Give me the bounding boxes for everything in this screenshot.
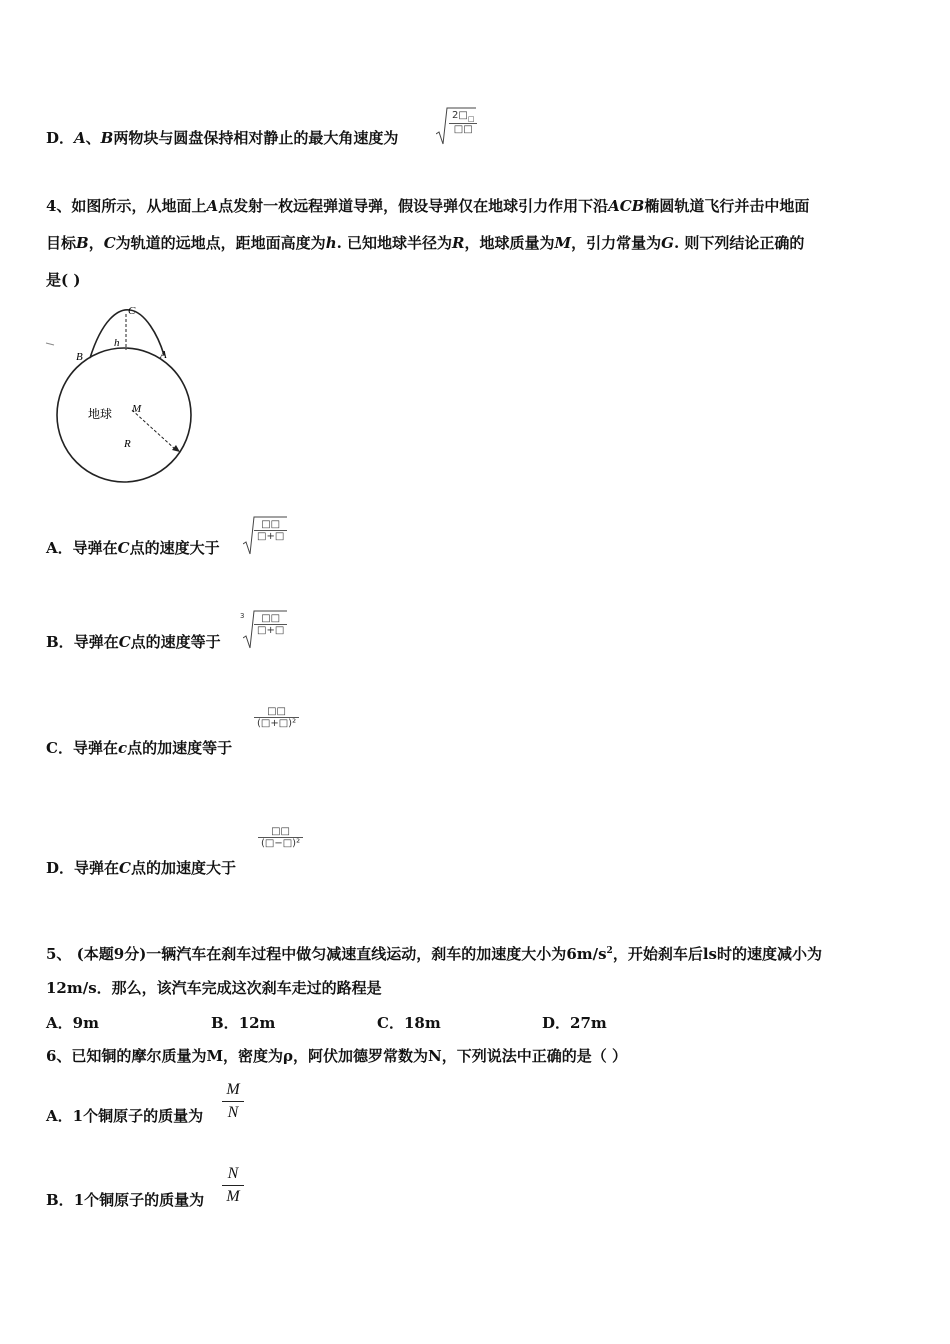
option-value: 18m (403, 1014, 441, 1032)
q6-option-b (46, 1190, 204, 1210)
q4-option-c-formula (254, 706, 299, 729)
label-r: R (124, 438, 131, 450)
formula-numerator: □□ (261, 519, 281, 530)
option-label: B． (211, 1014, 239, 1032)
q4-option-c (46, 738, 232, 758)
label-earth: 地球 (88, 407, 113, 421)
var-a: A (74, 129, 86, 147)
var-a: A (206, 197, 219, 215)
time-value: ls (702, 945, 717, 963)
var-c: c (117, 739, 128, 757)
text: 目标 (46, 234, 77, 252)
formula-numerator: □□ (267, 706, 286, 717)
text: 5、 (本题 (46, 945, 114, 963)
option-label: A． (46, 1014, 73, 1032)
text: ，开始刹车后 (612, 945, 703, 963)
superscript: 2 (606, 946, 613, 956)
text: 椭圆轨道飞行并击中地面 (644, 197, 810, 215)
option-label: B． (46, 633, 74, 651)
q4-stem-line-1 (46, 196, 809, 216)
option-label: A． (46, 1107, 73, 1125)
option-text: 1个铜原子的质量为 (72, 1107, 204, 1125)
text: 点的加速度等于 (127, 739, 233, 757)
formula-denominator: (□−□)² (261, 838, 301, 849)
q4-stem-line-3: 是( ) (46, 271, 81, 289)
q6-option-a-fraction (222, 1081, 244, 1122)
text: . 已知地球半径为 (336, 234, 453, 252)
option-value: 9m (72, 1014, 99, 1032)
q6-option-b-fraction (222, 1165, 244, 1206)
text: ，地球质量为 (464, 234, 555, 252)
q3-option-d-formula (449, 110, 477, 135)
var-b: B (100, 129, 114, 147)
var-c: C (117, 539, 130, 557)
fraction-denominator: N (227, 1104, 239, 1121)
q4-option-a (46, 538, 220, 558)
option-label: C． (377, 1014, 404, 1032)
radius-arrowhead (172, 445, 180, 452)
option-value: 12m (238, 1014, 276, 1032)
option-text: 1个铜原子的质量为 (73, 1191, 205, 1209)
q4-option-d (46, 858, 236, 878)
formula-denominator: (□+□)² (257, 718, 297, 729)
option-label: B． (46, 1191, 74, 1209)
option-label: A． (46, 539, 73, 557)
var-b: B (76, 234, 89, 252)
q5-option-b (211, 1013, 275, 1033)
text: 4、如图所示，从地面上 (46, 197, 207, 215)
var-m: M (554, 234, 572, 252)
q4-option-b (46, 632, 221, 652)
q5-option-d (542, 1013, 607, 1033)
text: ，引力常量为 (571, 234, 662, 252)
radius-dashed-line (132, 410, 176, 450)
q5-option-c (377, 1013, 441, 1033)
fraction-denominator: M (226, 1188, 240, 1205)
var-r: R (452, 234, 465, 252)
var-c: C (119, 859, 131, 877)
formula-denominator: □□ (453, 124, 473, 135)
var-c: C (118, 633, 131, 651)
formula-denominator: □+□ (257, 531, 285, 542)
var-g: G (661, 234, 674, 252)
option-label: C． (46, 739, 73, 757)
text: 导弹在 (73, 633, 119, 651)
text: 点的加速度大于 (130, 859, 236, 877)
text: 为轨道的远地点，距地面高度为 (115, 234, 326, 252)
label-h: h (114, 337, 120, 349)
q3-option-d-text: 两物块与圆盘保持相对静止的最大角速度为 (113, 129, 399, 147)
score: 9 (113, 945, 125, 963)
fraction-numerator: M (226, 1081, 240, 1098)
label-m: M (132, 403, 142, 415)
option-label: D． (46, 859, 75, 877)
q4-option-d-formula (258, 826, 303, 849)
acceleration-value: 6m/s (566, 945, 607, 963)
q5-option-a (46, 1013, 99, 1033)
text: 导弹在 (72, 539, 118, 557)
q6-stem: 6、已知铜的摩尔质量为M，密度为ρ，阿伏加德罗常数为N，下列说法中正确的是（ ） (46, 1047, 627, 1065)
var-h: h (325, 234, 337, 252)
edge-mark (46, 343, 54, 345)
orbit-arc (90, 310, 164, 358)
text: 时的速度减小为 (716, 945, 822, 963)
text: . 则下列结论正确的 (673, 234, 805, 252)
q4-stem-line-2 (46, 233, 804, 253)
text: 导弹在 (74, 859, 120, 877)
text: 导弹在 (72, 739, 118, 757)
text: 分)一辆汽车在刹车过程中做匀减速直线运动，刹车的加速度大小为 (124, 945, 567, 963)
formula-subscript: □ (467, 115, 475, 123)
q4-option-a-formula (254, 519, 287, 542)
cube-root-index: 3 (240, 612, 245, 620)
q3-option-d-label: D． (46, 129, 75, 147)
q5-stem-line-2: 12m/s．那么，该汽车完成这次刹车走过的路程是 (46, 979, 382, 997)
text: 点的速度等于 (130, 633, 221, 651)
q5-stem-line-1 (46, 941, 822, 964)
var-c: C (103, 234, 116, 252)
text: ， (88, 234, 104, 252)
text: 点的速度大于 (129, 539, 220, 557)
orbit-diagram (40, 300, 200, 490)
earth-circle (57, 348, 191, 482)
formula-numerator: □□ (271, 826, 290, 837)
text: 点发射一枚远程弹道导弹，假设导弹仅在地球引力作用下沿 (218, 197, 609, 215)
formula-numerator: □□ (261, 613, 281, 624)
label-c: C (128, 305, 136, 317)
fraction-numerator: N (227, 1165, 239, 1182)
var-acb: ACB (608, 197, 645, 215)
separator: 、 (85, 129, 101, 147)
formula-denominator: □+□ (257, 625, 285, 636)
q6-option-a (46, 1106, 203, 1126)
label-b: B (76, 351, 83, 363)
formula-numerator: 2□ (452, 110, 468, 121)
option-value: 27m (570, 1014, 607, 1032)
q4-option-b-formula (254, 613, 287, 636)
option-label: D． (542, 1014, 571, 1032)
q3-option-d (46, 128, 398, 148)
label-a: A (160, 349, 167, 361)
